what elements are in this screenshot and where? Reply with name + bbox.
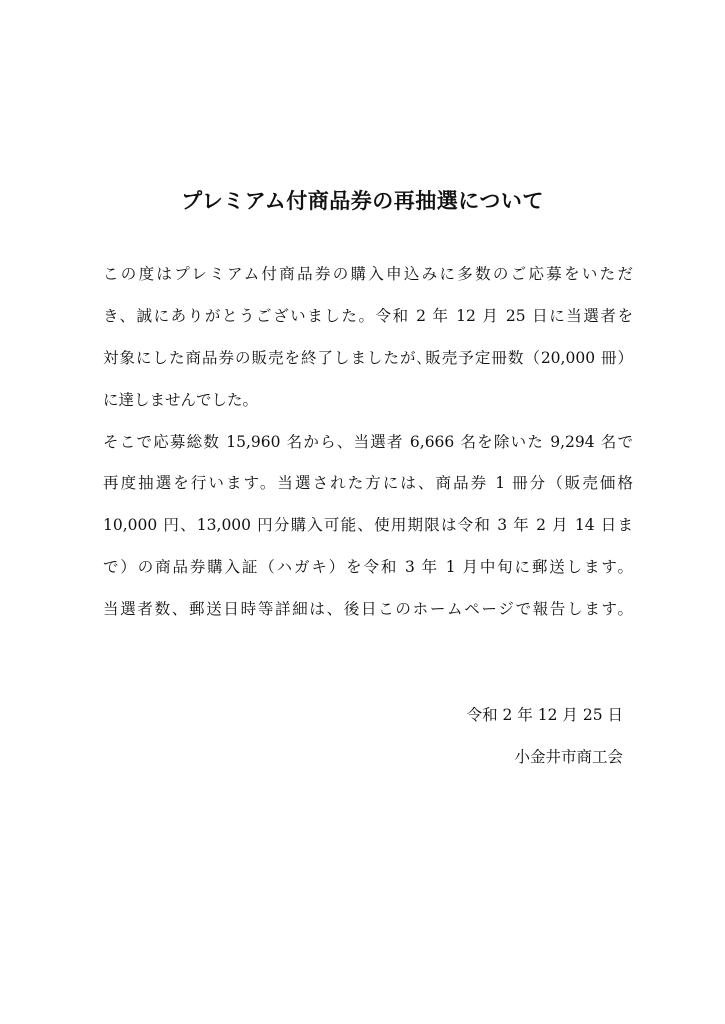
document-date: 令和 2 年 12 月 25 日 — [466, 706, 623, 724]
body-line: き、誠にありがとうございました。令和 2 年 12 月 25 日に当選者を — [103, 306, 633, 325]
body-line: そこで応募総数 15,960 名から、当選者 6,666 名を除いた 9,294 名で — [103, 432, 633, 451]
document-title: プレミアム付商品券の再抽選について — [181, 189, 544, 214]
body-line: 10,000 円、13,000 円分購入可能、使用期限は令和 3 年 2 月 14 日ま — [103, 516, 633, 535]
body-line: 当選者数、郵送日時等詳細は、後日このホームページで報告します。 — [103, 600, 633, 619]
organization-name: 小金井市商工会 — [514, 748, 623, 766]
body-line: に達しませんでした。 — [103, 390, 259, 409]
document-body — [103, 259, 633, 636]
body-line: 対象にした商品券の販売を終了しましたが､販売予定冊数（20,000 冊） — [103, 348, 633, 367]
body-line: 再度抽選を行います。当選された方には、商品券 1 冊分（販売価格 — [103, 474, 633, 493]
body-line: で）の商品券購入証（ハガキ）を令和 3 年 1 月中旬に郵送します。 — [103, 558, 633, 577]
body-line: この度はプレミアム付商品券の購入申込みに多数のご応募をいただ — [103, 265, 633, 283]
